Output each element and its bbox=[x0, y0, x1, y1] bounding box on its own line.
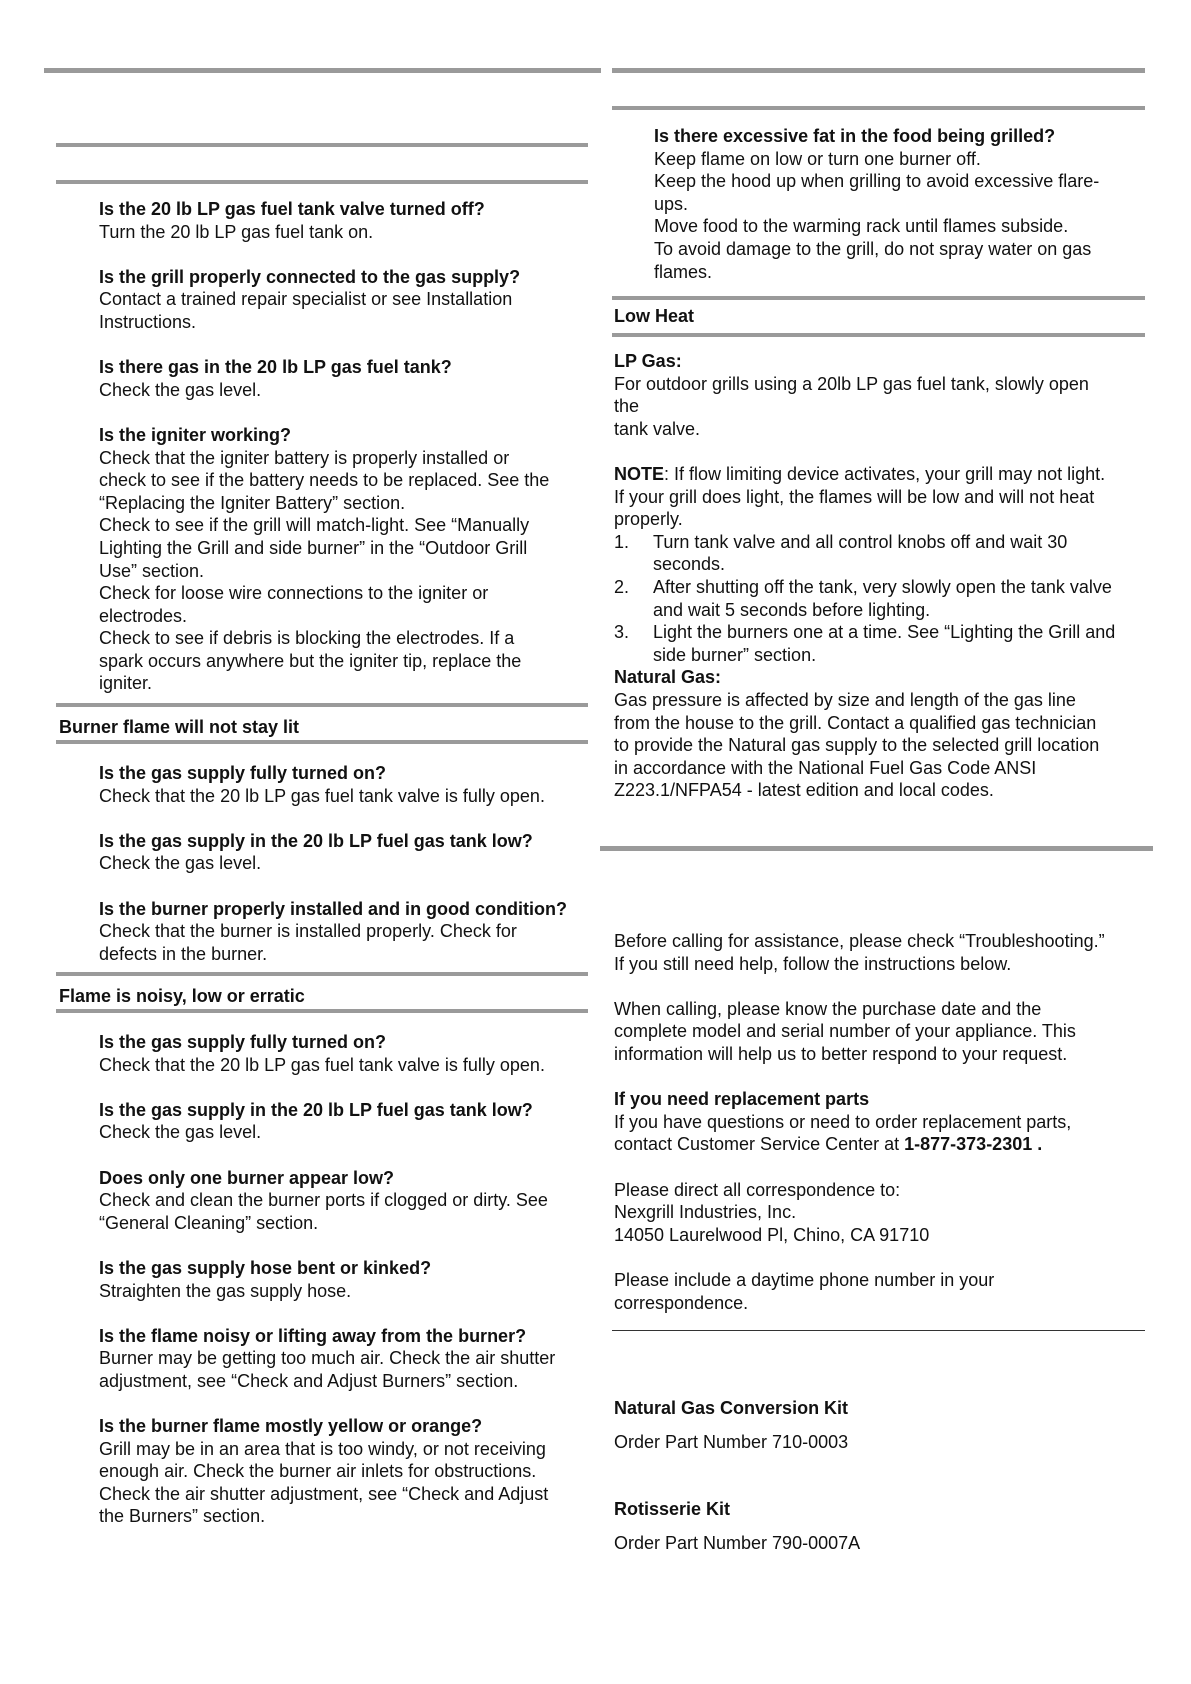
text-line: information will help us to better respond to your request. bbox=[614, 1043, 1068, 1064]
troubleshoot-block bbox=[99, 198, 589, 695]
answer-line: Check that the 20 lb LP gas fuel tank valve is fully open. bbox=[99, 785, 545, 806]
answer-line: Check the air shutter adjustment, see “Check and Adjust bbox=[99, 1483, 549, 1504]
divider bbox=[56, 972, 588, 976]
answer-line: To avoid damage to the grill, do not spray water on gas bbox=[654, 238, 1092, 259]
divider bbox=[600, 846, 1153, 851]
troubleshoot-block bbox=[654, 125, 1144, 283]
note-line bbox=[614, 463, 1154, 486]
question: Does only one burner appear low? bbox=[99, 1167, 395, 1188]
step-line: Turn tank valve and all control knobs off and wait 30 bbox=[653, 531, 1068, 552]
divider bbox=[612, 296, 1145, 300]
text-line: correspondence. bbox=[614, 1292, 749, 1313]
step-number: 2. bbox=[614, 576, 630, 597]
step-line: side burner” section. bbox=[653, 644, 817, 665]
answer-line: Check that the 20 lb LP gas fuel tank valve is fully open. bbox=[99, 1054, 545, 1075]
answer-line: “General Cleaning” section. bbox=[99, 1212, 319, 1233]
answer-line: check to see if the battery needs to be replaced. See the bbox=[99, 470, 550, 491]
text-line: 14050 Laurelwood Pl, Chino, CA 91710 bbox=[614, 1224, 930, 1245]
answer-line: Burner may be getting too much air. Check the air shutter bbox=[99, 1348, 556, 1369]
answer-line: “Replacing the Igniter Battery” section. bbox=[99, 492, 406, 513]
text-line: For outdoor grills using a 20lb LP gas fuel tank, slowly open bbox=[614, 373, 1089, 394]
answer-line: Check for loose wire connections to the igniter or bbox=[99, 583, 489, 604]
contact-line bbox=[614, 1133, 1154, 1156]
answer-line: Check the gas level. bbox=[99, 379, 262, 400]
text-line: properly. bbox=[614, 509, 683, 530]
answer-line: adjustment, see “Check and Adjust Burners” section. bbox=[99, 1370, 519, 1391]
question: Is the burner properly installed and in good condition? bbox=[99, 898, 568, 919]
list-item bbox=[614, 621, 1154, 666]
answer-line: defects in the burner. bbox=[99, 943, 268, 964]
step-line: Light the burners one at a time. See “Lighting the Grill and bbox=[653, 622, 1116, 643]
accessory-order: Order Part Number 710-0003 bbox=[614, 1432, 849, 1452]
note-text: : If flow limiting device activates, your grill may not light. bbox=[664, 463, 1106, 484]
subheading: Natural Gas: bbox=[614, 667, 722, 688]
question: Is there excessive fat in the food being grilled? bbox=[654, 126, 1056, 146]
question: Is the 20 lb LP gas fuel tank valve turned off? bbox=[99, 199, 485, 219]
text-line: If you have questions or need to order replacement parts, bbox=[614, 1111, 1072, 1132]
answer-line: Grill may be in an area that is too windy, or not receiving bbox=[99, 1438, 546, 1459]
top-rule-left bbox=[44, 68, 601, 73]
question: Is the gas supply fully turned on? bbox=[99, 1032, 387, 1052]
subheading: If you need replacement parts bbox=[614, 1089, 870, 1110]
list-item bbox=[614, 576, 1154, 621]
text-line: Please direct all correspondence to: bbox=[614, 1179, 901, 1200]
accessory-name: Rotisserie Kit bbox=[614, 1499, 731, 1519]
text-line: Nexgrill Industries, Inc. bbox=[614, 1202, 797, 1223]
answer-line: igniter. bbox=[99, 673, 153, 694]
answer-line: Lighting the Grill and side burner” in the “Outdoor Grill bbox=[99, 537, 528, 558]
answer-line: flames. bbox=[654, 261, 713, 282]
answer-line: Move food to the warming rack until flames subside. bbox=[654, 216, 1069, 237]
answer-line: Keep the hood up when grilling to avoid excessive flare- bbox=[654, 171, 1100, 192]
step-number: 3. bbox=[614, 622, 630, 643]
question: Is there gas in the 20 lb LP gas fuel tank? bbox=[99, 357, 452, 378]
text-line: the bbox=[614, 396, 640, 417]
note-label: NOTE bbox=[614, 463, 665, 484]
list-item bbox=[614, 531, 1154, 576]
section-title: Burner flame will not stay lit bbox=[59, 717, 300, 737]
answer-line: enough air. Check the burner air inlets for obstructions. bbox=[99, 1461, 537, 1482]
question: Is the gas supply in the 20 lb LP fuel gas tank low? bbox=[99, 1099, 533, 1120]
section-title: Flame is noisy, low or erratic bbox=[59, 986, 305, 1006]
answer-line: Use” section. bbox=[99, 560, 205, 581]
subheading: LP Gas: bbox=[614, 351, 682, 371]
question: Is the grill properly connected to the gas supply? bbox=[99, 266, 521, 287]
text-line: Before calling for assistance, please check “Troubleshooting.” bbox=[614, 931, 1105, 951]
answer-line: Straighten the gas supply hose. bbox=[99, 1280, 352, 1301]
troubleshoot-block bbox=[99, 762, 589, 965]
divider bbox=[56, 1009, 588, 1013]
text-line: If you still need help, follow the instructions below. bbox=[614, 953, 1012, 974]
text-line: When calling, please know the purchase date and the bbox=[614, 998, 1042, 1019]
answer-line: spark occurs anywhere but the igniter tip, replace the bbox=[99, 650, 522, 671]
steps-list bbox=[614, 531, 1154, 667]
step-line: After shutting off the tank, very slowly open the tank valve bbox=[653, 576, 1112, 597]
answer-line: Contact a trained repair specialist or see Installation bbox=[99, 289, 513, 310]
divider bbox=[612, 333, 1145, 337]
answer-line: Instructions. bbox=[99, 311, 197, 332]
question: Is the flame noisy or lifting away from the burner? bbox=[99, 1325, 527, 1346]
phone-number: 1-877-373-2301 . bbox=[904, 1134, 1043, 1155]
step-number: 1. bbox=[614, 531, 630, 552]
answer-line: Check the gas level. bbox=[99, 1122, 262, 1143]
answer-line: Turn the 20 lb LP gas fuel tank on. bbox=[99, 221, 374, 242]
answer-line: ups. bbox=[654, 193, 689, 214]
divider bbox=[56, 143, 588, 147]
text-line: Z223.1/NFPA54 - latest edition and local codes. bbox=[614, 780, 994, 801]
text-line: tank valve. bbox=[614, 418, 701, 439]
answer-line: Check and clean the burner ports if clogged or dirty. See bbox=[99, 1190, 548, 1211]
section-title: Low Heat bbox=[614, 306, 695, 326]
answer-line: Check that the igniter battery is properly installed or bbox=[99, 447, 510, 468]
step-line: seconds. bbox=[653, 554, 726, 575]
divider bbox=[56, 703, 588, 707]
text-line: to provide the Natural gas supply to the selected grill location bbox=[614, 735, 1100, 756]
text-line: Please include a daytime phone number in your bbox=[614, 1269, 995, 1290]
text-line: in accordance with the National Fuel Gas Code ANSI bbox=[614, 757, 1037, 778]
text-line: complete model and serial number of your appliance. This bbox=[614, 1021, 1076, 1042]
answer-line: electrodes. bbox=[99, 605, 188, 626]
question: Is the burner flame mostly yellow or orange? bbox=[99, 1416, 483, 1437]
answer-line: Check that the burner is installed properly. Check for bbox=[99, 921, 517, 942]
troubleshoot-block bbox=[99, 1031, 589, 1528]
text-line: Gas pressure is affected by size and length of the gas line bbox=[614, 689, 1076, 710]
divider bbox=[56, 180, 588, 184]
divider bbox=[612, 1330, 1145, 1331]
accessory-order: Order Part Number 790-0007A bbox=[614, 1533, 861, 1553]
question: Is the igniter working? bbox=[99, 424, 292, 445]
text-line: from the house to the grill. Contact a qualified gas technician bbox=[614, 712, 1097, 733]
low-heat-content bbox=[614, 350, 1154, 802]
top-rule-right bbox=[612, 68, 1145, 73]
step-line: and wait 5 seconds before lighting. bbox=[653, 599, 931, 620]
divider bbox=[612, 106, 1145, 110]
answer-line: Check to see if the grill will match-light. See “Manually bbox=[99, 515, 530, 536]
text-line: contact Customer Service Center at bbox=[614, 1134, 905, 1155]
answer-line: Check the gas level. bbox=[99, 853, 262, 874]
assistance-content bbox=[614, 930, 1154, 1314]
question: Is the gas supply in the 20 lb LP fuel gas tank low? bbox=[99, 830, 533, 851]
divider bbox=[56, 740, 588, 744]
question: Is the gas supply fully turned on? bbox=[99, 763, 387, 783]
answer-line: Check to see if debris is blocking the electrodes. If a bbox=[99, 628, 515, 649]
answer-line: Keep flame on low or turn one burner off. bbox=[654, 148, 981, 169]
text-line: If your grill does light, the flames will be low and will not heat bbox=[614, 486, 1095, 507]
question: Is the gas supply hose bent or kinked? bbox=[99, 1257, 432, 1278]
accessory-name: Natural Gas Conversion Kit bbox=[614, 1398, 849, 1418]
answer-line: the Burners” section. bbox=[99, 1506, 266, 1527]
